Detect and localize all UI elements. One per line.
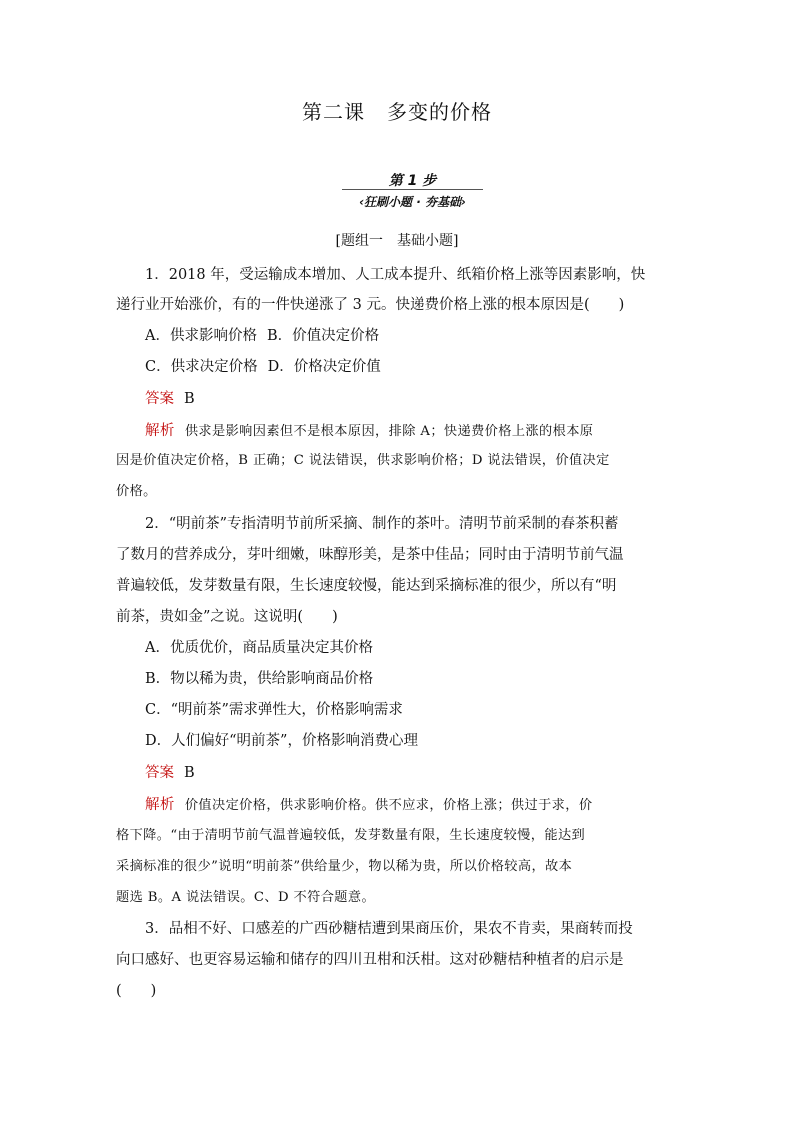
q1-options-row2	[145, 356, 711, 378]
title-lesson: 第二课	[302, 100, 365, 124]
q1-answer	[145, 388, 711, 410]
q1-analysis-line1	[145, 420, 682, 443]
group-name: 基础小题]	[397, 233, 459, 249]
q1-options-row1	[145, 325, 711, 347]
q2-option-c: C．“明前茶”需求弹性大，价格影响需求	[145, 702, 403, 718]
q1-option-d: D．价格决定价值	[267, 359, 381, 375]
q2-option-d: D．人们偏好“明前茶”，价格影响消费心理	[145, 733, 418, 749]
q2-analysis-line3: 采摘标准的很少”说明“明前茶”供给量少，物以稀为贵，所以价格较高，故本	[116, 859, 573, 874]
q2-analysis-text1: 价值决定价格，供求影响价格。供不应求，价格上涨；供过于求，价	[184, 798, 593, 813]
step-badge	[340, 170, 485, 216]
q2-answer	[145, 762, 711, 784]
q1-analysis-line3: 价格。	[116, 484, 157, 499]
q1-analysis-line2: 因是价值决定价格，B 正确；C 说法错误，供求影响价格；D 说法错误，价值决定	[116, 453, 610, 468]
q2-analysis-label: 解析	[145, 797, 175, 813]
question-group-heading	[0, 230, 794, 250]
q1-option-c: C．供求决定价格	[145, 359, 258, 375]
q2-analysis-line2: 格下降。“由于清明节前气温普遍较低，发芽数量有限，生长速度较慢，能达到	[116, 828, 586, 843]
q1-analysis-label: 解析	[145, 423, 175, 439]
q2-stem-line1: 2．“明前茶”专指清明节前所采摘、制作的茶叶。清明节前采制的春茶积蓄	[145, 516, 619, 532]
q2-stem-line4: 前茶，贵如金”之说。这说明( )	[116, 609, 338, 625]
q1-answer-value: B	[184, 391, 195, 407]
title-topic: 多变的价格	[387, 100, 492, 124]
page-title	[0, 96, 794, 125]
q1-stem-line1: 1．2018 年，受运输成本增加、人工成本提升、纸箱价格上涨等因素影响，快	[145, 267, 646, 283]
q1-answer-label: 答案	[145, 391, 174, 407]
q1-option-a: A．供求影响价格	[145, 328, 257, 344]
group-number: [题组一	[335, 233, 383, 249]
step-subtitle: ‹狂刷小题 · 夯基础›	[359, 195, 466, 209]
q2-answer-value: B	[184, 765, 195, 781]
q3-stem-line2: 向口感好、也更容易运输和储存的四川丑柑和沃柑。这对砂糖桔种植者的启示是	[116, 952, 624, 968]
step-label: 第 1 步	[388, 173, 437, 189]
badge-divider	[342, 189, 483, 190]
q2-option-b: B．物以稀为贵，供给影响商品价格	[145, 671, 374, 687]
q1-option-b: B．价值决定价格	[266, 328, 380, 344]
q2-analysis-line4: 题选 B。A 说法错误。C、D 不符合题意。	[116, 890, 376, 905]
q2-option-a: A．优质优价，商品质量决定其价格	[145, 640, 373, 656]
q1-stem-line2: 递行业开始涨价，有的一件快递涨了 3 元。快递费价格上涨的根本原因是( )	[116, 297, 625, 313]
q2-stem-line3: 普遍较低，发芽数量有限，生长速度较慢，能达到采摘标准的很少，所以有“明	[116, 578, 617, 594]
q3-stem-line3: ( )	[116, 983, 157, 999]
q1-analysis-text1: 供求是影响因素但不是根本原因，排除 A；快递费价格上涨的根本原	[184, 424, 594, 439]
q2-analysis-line1	[145, 794, 682, 817]
q2-answer-label: 答案	[145, 765, 174, 781]
q2-stem-line2: 了数月的营养成分，芽叶细嫩，味醇形美，是茶中佳品；同时由于清明节前气温	[116, 547, 624, 563]
q3-stem-line1: 3．品相不好、口感差的广西砂糖桔遭到果商压价，果农不肯卖，果商转而投	[145, 921, 633, 937]
